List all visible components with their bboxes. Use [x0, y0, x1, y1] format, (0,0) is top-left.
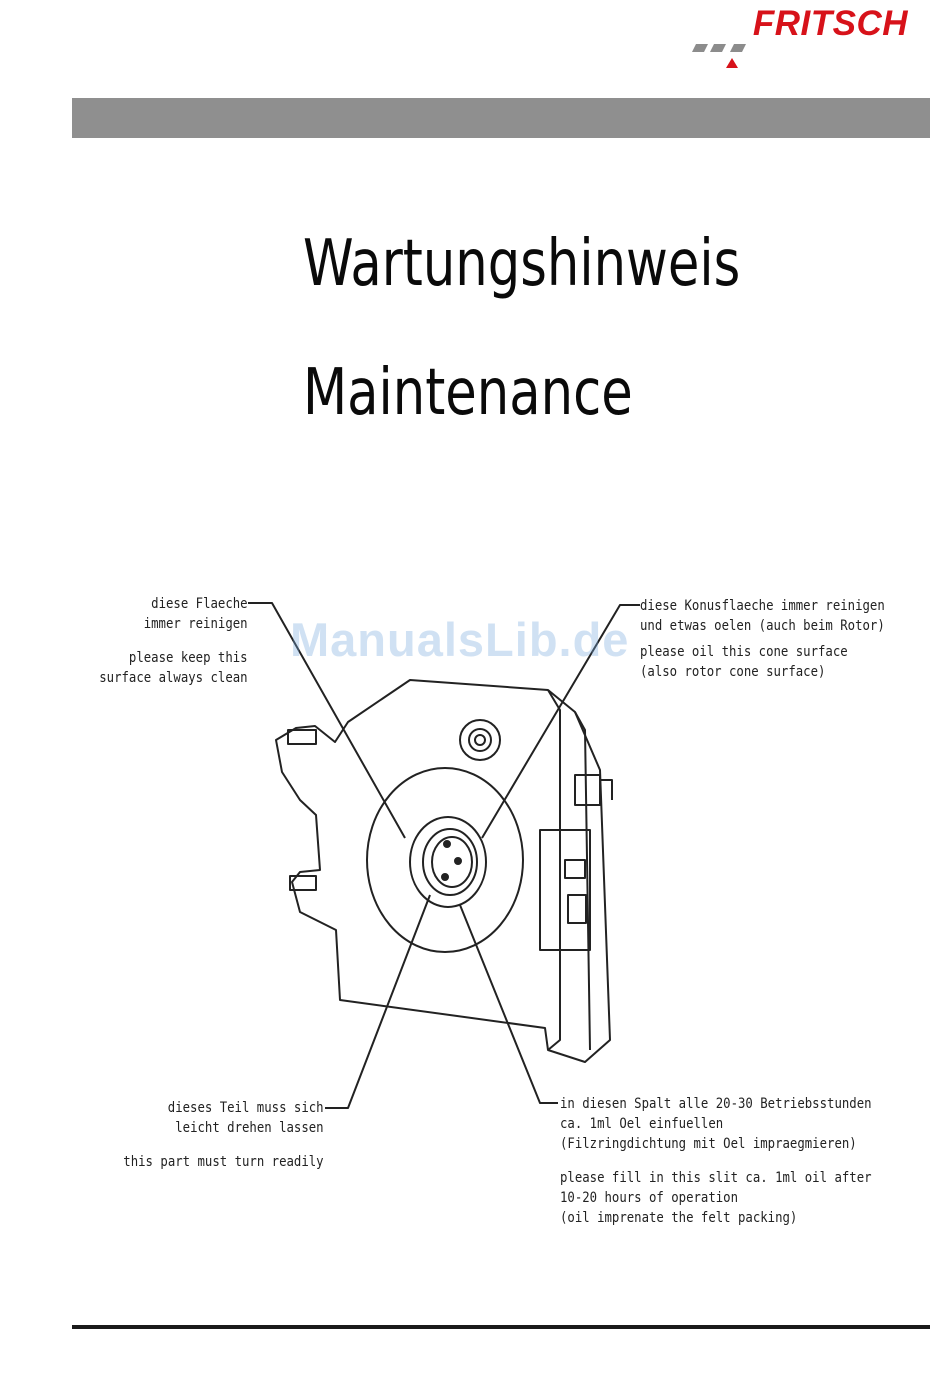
note-surface-en-1: please keep this — [129, 650, 248, 666]
note-surface-de-2: immer reinigen — [144, 616, 248, 632]
note-cone-en-2: (also rotor cone surface) — [640, 664, 826, 680]
leader-part — [325, 895, 430, 1108]
logo-wordmark: FRITSCH — [752, 4, 908, 43]
note-slit-en-3: (oil imprenate the felt packing) — [560, 1210, 798, 1226]
note-slit-en-2: 10-20 hours of operation — [560, 1190, 739, 1206]
note-slit-en-1: please fill in this slit ca. 1ml oil after — [560, 1170, 872, 1186]
leader-slit — [460, 905, 558, 1103]
note-part-en-1: this part must turn readily — [123, 1154, 324, 1170]
note-slit-de-3: (Filzringdichtung mit Oel impraegmieren) — [560, 1136, 857, 1152]
title-english: Maintenance — [303, 356, 633, 430]
note-surface-en-2: surface always clean — [99, 670, 248, 686]
title-german: Wartungshinweis — [303, 227, 741, 301]
note-slit — [560, 1094, 872, 1228]
note-cone — [640, 596, 885, 682]
note-surface — [100, 594, 248, 688]
note-cone-de-1: diese Konusflaeche immer reinigen — [640, 598, 885, 614]
note-surface-de-1: diese Flaeche — [151, 596, 248, 612]
note-slit-de-1: in diesen Spalt alle 20-30 Betriebsstunden — [560, 1096, 872, 1112]
note-part — [124, 1098, 324, 1172]
note-cone-de-2: und etwas oelen (auch beim Rotor) — [640, 618, 885, 634]
note-part-de-1: dieses Teil muss sich — [168, 1100, 324, 1116]
note-slit-de-2: ca. 1ml Oel einfuellen — [560, 1116, 724, 1132]
footer-rule — [72, 1325, 930, 1329]
watermark: ManualsLib.de — [290, 613, 630, 666]
note-part-de-2: leicht drehen lassen — [175, 1120, 324, 1136]
note-cone-en-1: please oil this cone surface — [640, 644, 848, 660]
